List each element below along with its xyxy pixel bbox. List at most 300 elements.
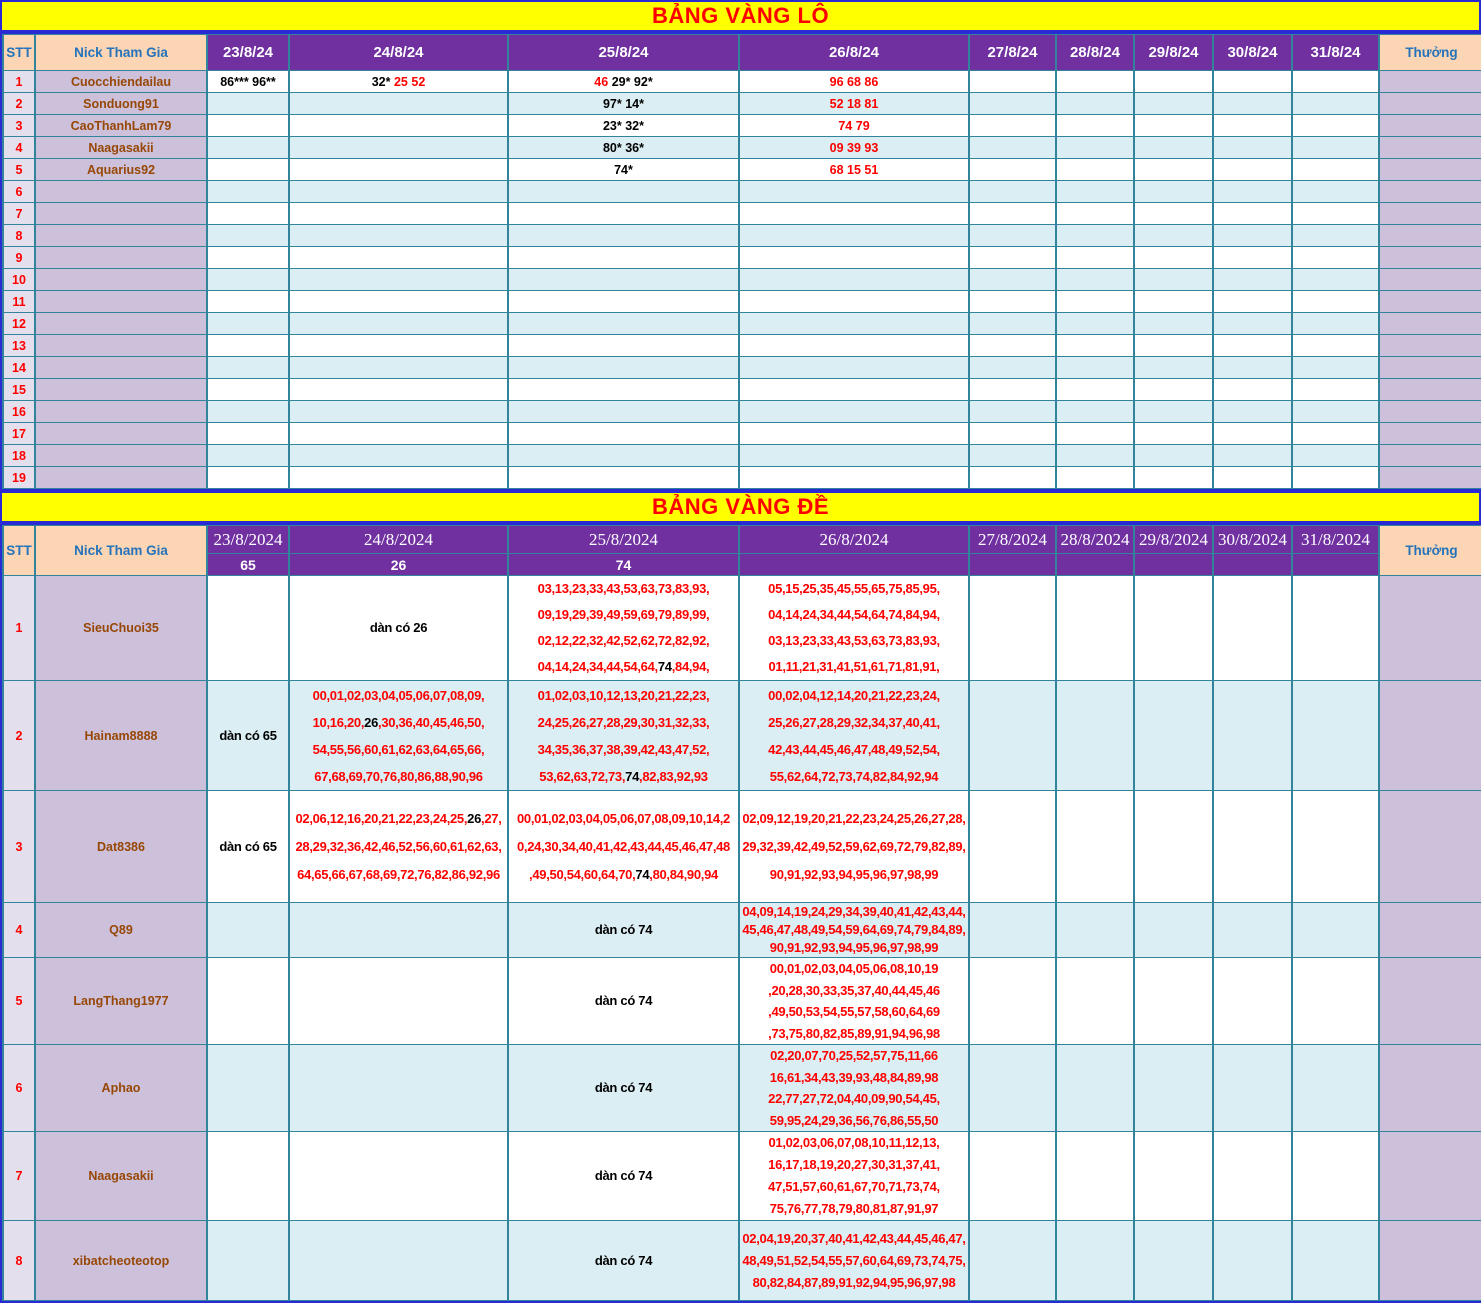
data-cell[interactable]: [1213, 1132, 1292, 1221]
data-cell[interactable]: [739, 445, 969, 467]
data-cell[interactable]: [969, 137, 1056, 159]
data-cell[interactable]: [1213, 291, 1292, 313]
subheader-value[interactable]: 74: [508, 554, 739, 576]
data-cell[interactable]: [969, 247, 1056, 269]
data-cell[interactable]: [1213, 903, 1292, 958]
nick-cell[interactable]: CaoThanhLam79: [35, 115, 207, 137]
col-header-date[interactable]: 29/8/24: [1134, 35, 1213, 71]
stt-cell[interactable]: 17: [3, 423, 35, 445]
data-cell[interactable]: [289, 137, 508, 159]
data-cell[interactable]: [207, 576, 289, 681]
nick-cell[interactable]: SieuChuoi35: [35, 576, 207, 681]
data-cell[interactable]: [289, 203, 508, 225]
data-cell[interactable]: [739, 313, 969, 335]
data-cell[interactable]: [207, 203, 289, 225]
nick-cell[interactable]: Aphao: [35, 1045, 207, 1132]
data-cell[interactable]: [289, 181, 508, 203]
data-cell[interactable]: [1292, 71, 1379, 93]
data-cell[interactable]: [1213, 401, 1292, 423]
nick-cell[interactable]: Hainam8888: [35, 681, 207, 791]
nick-cell[interactable]: [35, 181, 207, 203]
reward-cell[interactable]: [1379, 203, 1481, 225]
data-cell[interactable]: [1134, 291, 1213, 313]
data-cell[interactable]: [1056, 1221, 1134, 1301]
data-cell[interactable]: [969, 1132, 1056, 1221]
data-cell[interactable]: [289, 1132, 508, 1221]
data-cell[interactable]: [1292, 423, 1379, 445]
stt-cell[interactable]: 6: [3, 181, 35, 203]
reward-cell[interactable]: [1379, 903, 1481, 958]
data-cell[interactable]: [1292, 467, 1379, 489]
data-cell[interactable]: [1056, 159, 1134, 181]
data-cell[interactable]: [1292, 1132, 1379, 1221]
col-header-date[interactable]: 24/8/2024: [289, 526, 508, 554]
data-cell[interactable]: [1213, 379, 1292, 401]
data-cell[interactable]: [739, 791, 969, 903]
data-cell[interactable]: [1134, 247, 1213, 269]
stt-cell[interactable]: 7: [3, 1132, 35, 1221]
col-header-date[interactable]: 31/8/2024: [1292, 526, 1379, 554]
data-cell[interactable]: [1134, 401, 1213, 423]
data-cell[interactable]: [1056, 115, 1134, 137]
data-cell[interactable]: [1134, 313, 1213, 335]
subheader-value[interactable]: [1134, 554, 1213, 576]
nick-cell[interactable]: xibatcheoteotop: [35, 1221, 207, 1301]
data-cell[interactable]: [1213, 225, 1292, 247]
nick-cell[interactable]: [35, 225, 207, 247]
data-cell[interactable]: [1213, 71, 1292, 93]
data-cell[interactable]: [969, 291, 1056, 313]
data-cell[interactable]: [508, 357, 739, 379]
data-cell[interactable]: [969, 93, 1056, 115]
data-cell[interactable]: [207, 335, 289, 357]
data-cell[interactable]: [289, 576, 508, 681]
data-cell[interactable]: [1292, 313, 1379, 335]
nick-cell[interactable]: Sonduong91: [35, 93, 207, 115]
data-cell[interactable]: [739, 903, 969, 958]
data-cell[interactable]: [1213, 159, 1292, 181]
col-header-date[interactable]: 27/8/2024: [969, 526, 1056, 554]
col-header-stt[interactable]: STT: [3, 35, 35, 71]
data-cell[interactable]: [1134, 958, 1213, 1045]
data-cell[interactable]: [1292, 445, 1379, 467]
data-cell[interactable]: [1292, 1045, 1379, 1132]
stt-cell[interactable]: 2: [3, 93, 35, 115]
data-cell[interactable]: [1213, 313, 1292, 335]
reward-cell[interactable]: [1379, 159, 1481, 181]
data-cell[interactable]: [969, 401, 1056, 423]
stt-cell[interactable]: 13: [3, 335, 35, 357]
data-cell[interactable]: [1292, 379, 1379, 401]
data-cell[interactable]: [1056, 445, 1134, 467]
nick-cell[interactable]: Cuocchiendailau: [35, 71, 207, 93]
data-cell[interactable]: [1056, 247, 1134, 269]
stt-cell[interactable]: 10: [3, 269, 35, 291]
nick-cell[interactable]: LangThang1977: [35, 958, 207, 1045]
subheader-value[interactable]: [1213, 554, 1292, 576]
data-cell[interactable]: [289, 791, 508, 903]
data-cell[interactable]: [1213, 576, 1292, 681]
data-cell[interactable]: [1056, 1045, 1134, 1132]
reward-cell[interactable]: [1379, 93, 1481, 115]
data-cell[interactable]: [1292, 576, 1379, 681]
data-cell[interactable]: [739, 681, 969, 791]
data-cell[interactable]: [508, 137, 739, 159]
data-cell[interactable]: [969, 791, 1056, 903]
data-cell[interactable]: [1134, 71, 1213, 93]
data-cell[interactable]: [1292, 958, 1379, 1045]
data-cell[interactable]: [969, 203, 1056, 225]
data-cell[interactable]: [1056, 681, 1134, 791]
nick-cell[interactable]: [35, 423, 207, 445]
col-header-date[interactable]: 30/8/24: [1213, 35, 1292, 71]
data-cell[interactable]: [1213, 445, 1292, 467]
data-cell[interactable]: [1213, 423, 1292, 445]
data-cell[interactable]: [739, 71, 969, 93]
data-cell[interactable]: [508, 958, 739, 1045]
data-cell[interactable]: [508, 401, 739, 423]
data-cell[interactable]: [1056, 181, 1134, 203]
data-cell[interactable]: [207, 1221, 289, 1301]
data-cell[interactable]: [1213, 137, 1292, 159]
col-header-reward[interactable]: Thưởng: [1379, 35, 1481, 71]
stt-cell[interactable]: 3: [3, 115, 35, 137]
data-cell[interactable]: [1213, 335, 1292, 357]
data-cell[interactable]: [969, 313, 1056, 335]
data-cell[interactable]: [1056, 313, 1134, 335]
data-cell[interactable]: [1292, 203, 1379, 225]
data-cell[interactable]: [289, 958, 508, 1045]
data-cell[interactable]: [1213, 115, 1292, 137]
col-header-date[interactable]: 27/8/24: [969, 35, 1056, 71]
data-cell[interactable]: [739, 291, 969, 313]
data-cell[interactable]: [289, 357, 508, 379]
col-header-date[interactable]: 26/8/2024: [739, 526, 969, 554]
stt-cell[interactable]: 9: [3, 247, 35, 269]
data-cell[interactable]: [508, 203, 739, 225]
data-cell[interactable]: [508, 903, 739, 958]
data-cell[interactable]: [739, 379, 969, 401]
data-cell[interactable]: [289, 445, 508, 467]
data-cell[interactable]: [207, 423, 289, 445]
reward-cell[interactable]: [1379, 357, 1481, 379]
reward-cell[interactable]: [1379, 1045, 1481, 1132]
col-header-date[interactable]: 24/8/24: [289, 35, 508, 71]
stt-cell[interactable]: 1: [3, 576, 35, 681]
data-cell[interactable]: [739, 1132, 969, 1221]
data-cell[interactable]: [1056, 576, 1134, 681]
data-cell[interactable]: [739, 401, 969, 423]
reward-cell[interactable]: [1379, 247, 1481, 269]
data-cell[interactable]: [1056, 137, 1134, 159]
data-cell[interactable]: [289, 115, 508, 137]
data-cell[interactable]: [1292, 903, 1379, 958]
data-cell[interactable]: [1134, 181, 1213, 203]
data-cell[interactable]: [508, 93, 739, 115]
stt-cell[interactable]: 2: [3, 681, 35, 791]
data-cell[interactable]: [739, 225, 969, 247]
stt-cell[interactable]: 5: [3, 958, 35, 1045]
data-cell[interactable]: [1213, 269, 1292, 291]
data-cell[interactable]: [508, 71, 739, 93]
col-header-date[interactable]: 23/8/2024: [207, 526, 289, 554]
data-cell[interactable]: [969, 71, 1056, 93]
data-cell[interactable]: [1292, 269, 1379, 291]
data-cell[interactable]: [969, 903, 1056, 958]
data-cell[interactable]: [207, 445, 289, 467]
nick-cell[interactable]: [35, 401, 207, 423]
data-cell[interactable]: [1213, 467, 1292, 489]
data-cell[interactable]: [1292, 159, 1379, 181]
nick-cell[interactable]: [35, 335, 207, 357]
data-cell[interactable]: [207, 137, 289, 159]
data-cell[interactable]: [1134, 423, 1213, 445]
data-cell[interactable]: [508, 291, 739, 313]
data-cell[interactable]: [1134, 225, 1213, 247]
reward-cell[interactable]: [1379, 423, 1481, 445]
data-cell[interactable]: [739, 1221, 969, 1301]
data-cell[interactable]: [1292, 335, 1379, 357]
data-cell[interactable]: [1292, 137, 1379, 159]
data-cell[interactable]: [969, 269, 1056, 291]
col-header-nick[interactable]: Nick Tham Gia: [35, 35, 207, 71]
data-cell[interactable]: [508, 379, 739, 401]
reward-cell[interactable]: [1379, 379, 1481, 401]
data-cell[interactable]: [969, 1045, 1056, 1132]
data-cell[interactable]: [289, 1221, 508, 1301]
reward-cell[interactable]: [1379, 1221, 1481, 1301]
reward-cell[interactable]: [1379, 1132, 1481, 1221]
data-cell[interactable]: [1213, 93, 1292, 115]
reward-cell[interactable]: [1379, 576, 1481, 681]
data-cell[interactable]: [1213, 247, 1292, 269]
data-cell[interactable]: [1056, 958, 1134, 1045]
data-cell[interactable]: [508, 159, 739, 181]
subheader-value[interactable]: [1056, 554, 1134, 576]
data-cell[interactable]: [207, 1132, 289, 1221]
nick-cell[interactable]: Naagasakii: [35, 1132, 207, 1221]
data-cell[interactable]: [1134, 791, 1213, 903]
data-cell[interactable]: [739, 357, 969, 379]
nick-cell[interactable]: [35, 203, 207, 225]
data-cell[interactable]: [508, 681, 739, 791]
data-cell[interactable]: [1134, 137, 1213, 159]
data-cell[interactable]: [508, 1045, 739, 1132]
data-cell[interactable]: [1056, 225, 1134, 247]
nick-cell[interactable]: [35, 269, 207, 291]
col-header-date[interactable]: 26/8/24: [739, 35, 969, 71]
stt-cell[interactable]: 3: [3, 791, 35, 903]
col-header-date[interactable]: 23/8/24: [207, 35, 289, 71]
data-cell[interactable]: [1056, 269, 1134, 291]
data-cell[interactable]: [207, 467, 289, 489]
data-cell[interactable]: [1213, 681, 1292, 791]
data-cell[interactable]: [1056, 423, 1134, 445]
data-cell[interactable]: [969, 335, 1056, 357]
data-cell[interactable]: [739, 159, 969, 181]
data-cell[interactable]: [508, 115, 739, 137]
nick-cell[interactable]: [35, 379, 207, 401]
data-cell[interactable]: [1134, 903, 1213, 958]
data-cell[interactable]: [1056, 467, 1134, 489]
data-cell[interactable]: [508, 225, 739, 247]
col-header-date[interactable]: 31/8/24: [1292, 35, 1379, 71]
nick-cell[interactable]: [35, 445, 207, 467]
data-cell[interactable]: [969, 115, 1056, 137]
data-cell[interactable]: [1134, 269, 1213, 291]
data-cell[interactable]: [207, 181, 289, 203]
stt-cell[interactable]: 6: [3, 1045, 35, 1132]
data-cell[interactable]: [739, 137, 969, 159]
data-cell[interactable]: [289, 313, 508, 335]
nick-cell[interactable]: Naagasakii: [35, 137, 207, 159]
data-cell[interactable]: [207, 379, 289, 401]
data-cell[interactable]: [1056, 203, 1134, 225]
data-cell[interactable]: [1213, 203, 1292, 225]
data-cell[interactable]: [1292, 1221, 1379, 1301]
data-cell[interactable]: [289, 467, 508, 489]
subheader-value[interactable]: [1292, 554, 1379, 576]
stt-cell[interactable]: 1: [3, 71, 35, 93]
reward-cell[interactable]: [1379, 115, 1481, 137]
stt-cell[interactable]: 14: [3, 357, 35, 379]
data-cell[interactable]: [1056, 401, 1134, 423]
nick-cell[interactable]: Dat8386: [35, 791, 207, 903]
data-cell[interactable]: [508, 335, 739, 357]
data-cell[interactable]: [508, 181, 739, 203]
data-cell[interactable]: [1134, 93, 1213, 115]
stt-cell[interactable]: 7: [3, 203, 35, 225]
data-cell[interactable]: [207, 357, 289, 379]
data-cell[interactable]: [207, 93, 289, 115]
data-cell[interactable]: [1056, 1132, 1134, 1221]
data-cell[interactable]: [1134, 1045, 1213, 1132]
data-cell[interactable]: [1292, 115, 1379, 137]
data-cell[interactable]: [508, 269, 739, 291]
data-cell[interactable]: [739, 423, 969, 445]
data-cell[interactable]: [289, 291, 508, 313]
reward-cell[interactable]: [1379, 445, 1481, 467]
reward-cell[interactable]: [1379, 137, 1481, 159]
col-header-date[interactable]: 25/8/24: [508, 35, 739, 71]
data-cell[interactable]: [969, 958, 1056, 1045]
nick-cell[interactable]: [35, 357, 207, 379]
data-cell[interactable]: [1292, 401, 1379, 423]
data-cell[interactable]: [1056, 379, 1134, 401]
data-cell[interactable]: [1056, 93, 1134, 115]
stt-cell[interactable]: 4: [3, 137, 35, 159]
data-cell[interactable]: [289, 335, 508, 357]
data-cell[interactable]: [739, 576, 969, 681]
data-cell[interactable]: [969, 445, 1056, 467]
stt-cell[interactable]: 8: [3, 1221, 35, 1301]
reward-cell[interactable]: [1379, 181, 1481, 203]
subheader-value[interactable]: [739, 554, 969, 576]
data-cell[interactable]: [739, 958, 969, 1045]
data-cell[interactable]: [969, 159, 1056, 181]
col-header-reward[interactable]: Thưởng: [1379, 526, 1481, 576]
data-cell[interactable]: [969, 681, 1056, 791]
data-cell[interactable]: [739, 247, 969, 269]
data-cell[interactable]: [207, 71, 289, 93]
nick-cell[interactable]: [35, 467, 207, 489]
data-cell[interactable]: [1056, 71, 1134, 93]
data-cell[interactable]: [289, 93, 508, 115]
reward-cell[interactable]: [1379, 467, 1481, 489]
data-cell[interactable]: [1292, 291, 1379, 313]
data-cell[interactable]: [1134, 576, 1213, 681]
data-cell[interactable]: [1213, 791, 1292, 903]
data-cell[interactable]: [207, 903, 289, 958]
col-header-date[interactable]: 25/8/2024: [508, 526, 739, 554]
subheader-value[interactable]: 26: [289, 554, 508, 576]
data-cell[interactable]: [508, 1132, 739, 1221]
reward-cell[interactable]: [1379, 958, 1481, 1045]
data-cell[interactable]: [508, 247, 739, 269]
data-cell[interactable]: [508, 467, 739, 489]
data-cell[interactable]: [1213, 1221, 1292, 1301]
data-cell[interactable]: [1213, 958, 1292, 1045]
data-cell[interactable]: [508, 791, 739, 903]
data-cell[interactable]: [1134, 115, 1213, 137]
subheader-value[interactable]: [969, 554, 1056, 576]
data-cell[interactable]: [289, 269, 508, 291]
data-cell[interactable]: [289, 1045, 508, 1132]
data-cell[interactable]: [207, 291, 289, 313]
data-cell[interactable]: [289, 379, 508, 401]
data-cell[interactable]: [969, 423, 1056, 445]
data-cell[interactable]: [1134, 159, 1213, 181]
stt-cell[interactable]: 12: [3, 313, 35, 335]
data-cell[interactable]: [289, 681, 508, 791]
data-cell[interactable]: [207, 159, 289, 181]
reward-cell[interactable]: [1379, 791, 1481, 903]
data-cell[interactable]: [207, 247, 289, 269]
data-cell[interactable]: [207, 791, 289, 903]
data-cell[interactable]: [207, 313, 289, 335]
data-cell[interactable]: [508, 576, 739, 681]
data-cell[interactable]: [969, 576, 1056, 681]
data-cell[interactable]: [739, 1045, 969, 1132]
stt-cell[interactable]: 5: [3, 159, 35, 181]
data-cell[interactable]: [1134, 357, 1213, 379]
data-cell[interactable]: [1292, 791, 1379, 903]
data-cell[interactable]: [1134, 1221, 1213, 1301]
nick-cell[interactable]: Aquarius92: [35, 159, 207, 181]
col-header-date[interactable]: 29/8/2024: [1134, 526, 1213, 554]
reward-cell[interactable]: [1379, 71, 1481, 93]
stt-cell[interactable]: 11: [3, 291, 35, 313]
subheader-value[interactable]: 65: [207, 554, 289, 576]
col-header-nick[interactable]: Nick Tham Gia: [35, 526, 207, 576]
data-cell[interactable]: [1056, 903, 1134, 958]
data-cell[interactable]: [289, 423, 508, 445]
nick-cell[interactable]: [35, 291, 207, 313]
data-cell[interactable]: [1292, 93, 1379, 115]
data-cell[interactable]: [1292, 681, 1379, 791]
stt-cell[interactable]: 19: [3, 467, 35, 489]
data-cell[interactable]: [1134, 467, 1213, 489]
col-header-date[interactable]: 30/8/2024: [1213, 526, 1292, 554]
data-cell[interactable]: [1134, 335, 1213, 357]
data-cell[interactable]: [508, 313, 739, 335]
data-cell[interactable]: [1292, 181, 1379, 203]
nick-cell[interactable]: [35, 313, 207, 335]
data-cell[interactable]: [1213, 181, 1292, 203]
data-cell[interactable]: [289, 225, 508, 247]
data-cell[interactable]: [739, 115, 969, 137]
data-cell[interactable]: [207, 115, 289, 137]
